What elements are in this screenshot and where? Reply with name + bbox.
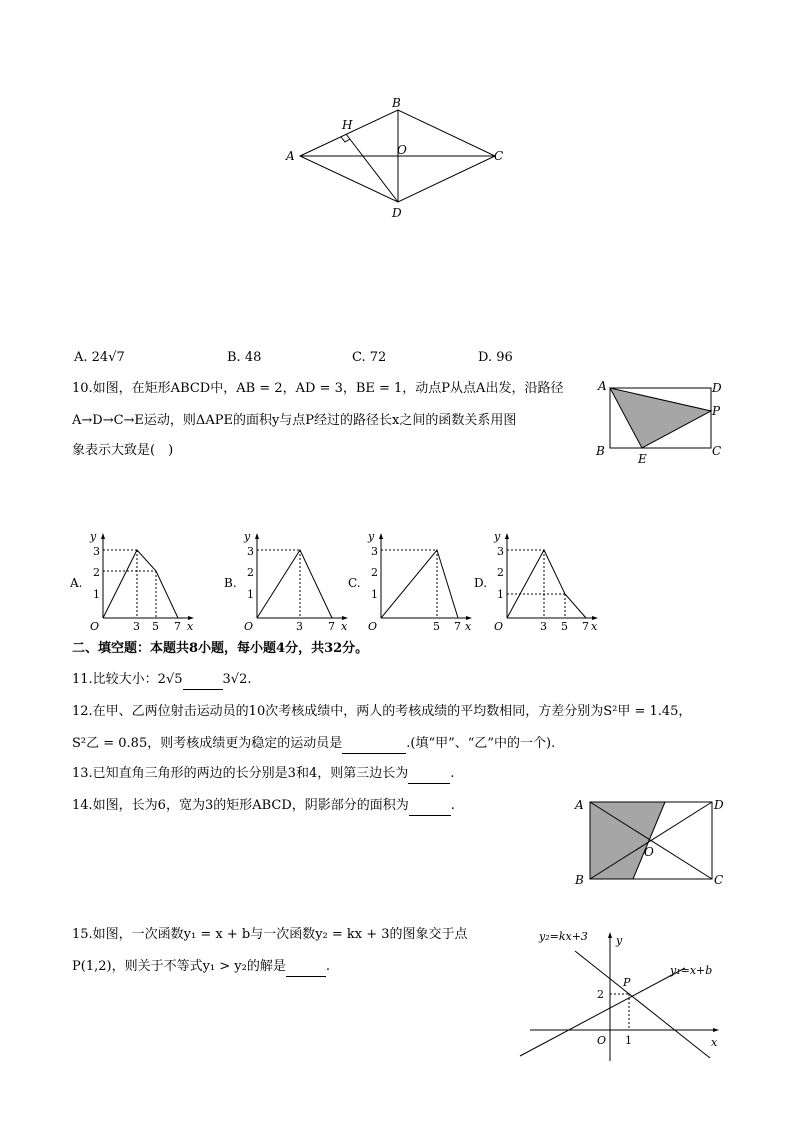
svg-text:5: 5 xyxy=(152,620,159,633)
label-c: C xyxy=(494,149,504,163)
svg-text:7: 7 xyxy=(328,620,335,633)
q10-graph-a xyxy=(70,530,200,635)
q12-line-2 xyxy=(72,735,555,754)
svg-text:x: x xyxy=(341,620,348,633)
q15-line-1: 15.如图，一次函数y₁ = x + b与一次函数y₂ = kx + 3的图象交于点 xyxy=(72,927,468,942)
svg-text:O: O xyxy=(244,620,254,633)
svg-text:3: 3 xyxy=(247,545,254,558)
label-d: D xyxy=(712,381,722,395)
q15-text-pre: P(1,2)，则关于不等式y₁ > y₂的解是 xyxy=(72,959,286,974)
option-label-d: D. xyxy=(474,576,488,590)
svg-text:x: x xyxy=(187,620,194,633)
q10-graph-b xyxy=(224,530,354,635)
svg-text:3: 3 xyxy=(93,545,100,558)
svg-text:3: 3 xyxy=(371,545,378,558)
svg-text:7: 7 xyxy=(454,620,461,633)
svg-text:x: x xyxy=(591,620,598,633)
option-label-c: C. xyxy=(348,576,361,590)
svg-text:1: 1 xyxy=(93,588,100,601)
graph-curve xyxy=(381,550,458,618)
q11-text-post: 3√2. xyxy=(222,672,252,687)
svg-text:y: y xyxy=(494,530,501,543)
q10-rectangle-figure xyxy=(594,376,724,468)
svg-text:2: 2 xyxy=(93,566,100,579)
label-o: O xyxy=(644,845,654,859)
graph-curve xyxy=(103,550,178,618)
q11-text-pre: 11.比较大小：2√5 xyxy=(72,672,183,687)
svg-text:x: x xyxy=(465,620,472,633)
q9-option-d: D. 96 xyxy=(478,350,513,365)
svg-text:3: 3 xyxy=(497,545,504,558)
segment-dh xyxy=(346,134,398,202)
q11-answer-blank[interactable] xyxy=(183,671,223,690)
q12-text-post: .(填“甲”、“乙”中的一个). xyxy=(406,736,556,751)
label-origin: O xyxy=(597,1034,607,1047)
option-label-b: B. xyxy=(224,576,237,590)
svg-text:5: 5 xyxy=(433,620,440,633)
label-h: H xyxy=(342,118,353,132)
q14-question: 14.如图，长为6，宽为3的矩形ABCD，阴影部分的面积为 . xyxy=(72,797,455,816)
q10-graph-c xyxy=(348,530,478,635)
option-label-a: A. xyxy=(70,576,83,590)
label-p: P xyxy=(623,976,631,989)
q15-line-2: P(1,2)，则关于不等式y₁ > y₂的解是 . xyxy=(72,958,330,977)
label-b: B xyxy=(596,444,605,458)
svg-text:7: 7 xyxy=(582,620,589,633)
label-one: 1 xyxy=(625,1034,632,1047)
q15-answer-blank[interactable] xyxy=(286,958,326,977)
svg-text:3: 3 xyxy=(540,620,547,633)
svg-text:5: 5 xyxy=(561,620,568,633)
rhombus-figure xyxy=(280,92,510,222)
label-a: A xyxy=(598,379,607,393)
label-y1-equation: y₁=x+b xyxy=(670,964,713,977)
label-a: A xyxy=(575,798,584,812)
label-e: E xyxy=(638,452,647,466)
svg-text:y: y xyxy=(244,530,251,543)
svg-text:1: 1 xyxy=(497,588,504,601)
label-c: C xyxy=(712,444,722,458)
label-d: D xyxy=(392,206,402,220)
shaded-region xyxy=(590,802,665,879)
svg-text:O: O xyxy=(494,620,504,633)
q10-line-1: 10.如图，在矩形ABCD中，AB = 2，AD = 3，BE = 1，动点P从点A出发，沿路径 xyxy=(72,381,564,396)
label-b: B xyxy=(392,96,401,110)
q9-option-a: A. 24√7 xyxy=(74,350,125,365)
q13-text: 13.已知直角三角形的两边的长分别是3和4，则第三边长为 xyxy=(72,766,409,781)
q13-question: 13.已知直角三角形的两边的长分别是3和4，则第三边长为 . xyxy=(72,765,454,784)
label-y-axis: y xyxy=(616,934,623,947)
q11-question xyxy=(72,671,251,690)
svg-text:3: 3 xyxy=(133,620,140,633)
label-c: C xyxy=(714,873,724,887)
q12-text-pre: S²乙 = 0.85，则考核成绩更为稳定的运动员是 xyxy=(72,736,343,751)
q14-text: 14.如图，长为6，宽为3的矩形ABCD，阴影部分的面积为 xyxy=(72,798,409,813)
label-b: B xyxy=(575,873,584,887)
label-d: D xyxy=(714,798,724,812)
svg-text:2: 2 xyxy=(371,566,378,579)
section-2-title: 二、填空题：本题共8小题，每小题4分，共32分。 xyxy=(72,641,369,656)
q10-line-2: A→D→C→E运动，则ΔAPE的面积y与点P经过的路径长x之间的函数关系用图 xyxy=(72,413,517,428)
svg-text:O: O xyxy=(90,620,100,633)
q14-answer-blank[interactable] xyxy=(409,797,451,816)
q9-option-c: C. 72 xyxy=(352,350,387,365)
q15-linear-functions-figure xyxy=(515,926,725,1066)
svg-text:1: 1 xyxy=(247,588,254,601)
q10-line-3: 象表示大致是( ) xyxy=(72,443,174,458)
svg-text:2: 2 xyxy=(247,566,254,579)
label-x-axis: x xyxy=(711,1036,718,1049)
svg-text:y: y xyxy=(368,530,375,543)
svg-text:1: 1 xyxy=(371,588,378,601)
triangle-ape xyxy=(610,388,711,448)
label-two: 2 xyxy=(597,988,604,1001)
q9-option-b: B. 48 xyxy=(227,350,262,365)
q13-answer-blank[interactable] xyxy=(408,765,450,784)
svg-text:3: 3 xyxy=(296,620,303,633)
svg-text:2: 2 xyxy=(497,566,504,579)
label-a: A xyxy=(286,149,295,163)
graph-curve xyxy=(507,550,586,618)
label-p: P xyxy=(712,404,721,418)
svg-text:y: y xyxy=(90,530,97,543)
svg-text:O: O xyxy=(368,620,378,633)
graph-curve xyxy=(257,550,332,618)
q14-rectangle-figure xyxy=(570,794,730,890)
label-o: O xyxy=(397,143,407,157)
q12-answer-blank[interactable] xyxy=(342,735,406,754)
label-y2-equation: y₂=kx+3 xyxy=(539,930,588,943)
q12-line-1: 12.在甲、乙两位射击运动员的10次考核成绩中，两人的考核成绩的平均数相同，方差分别为S²甲 = 1.45， xyxy=(72,704,692,719)
q10-graph-d xyxy=(474,530,604,635)
svg-text:7: 7 xyxy=(174,620,181,633)
